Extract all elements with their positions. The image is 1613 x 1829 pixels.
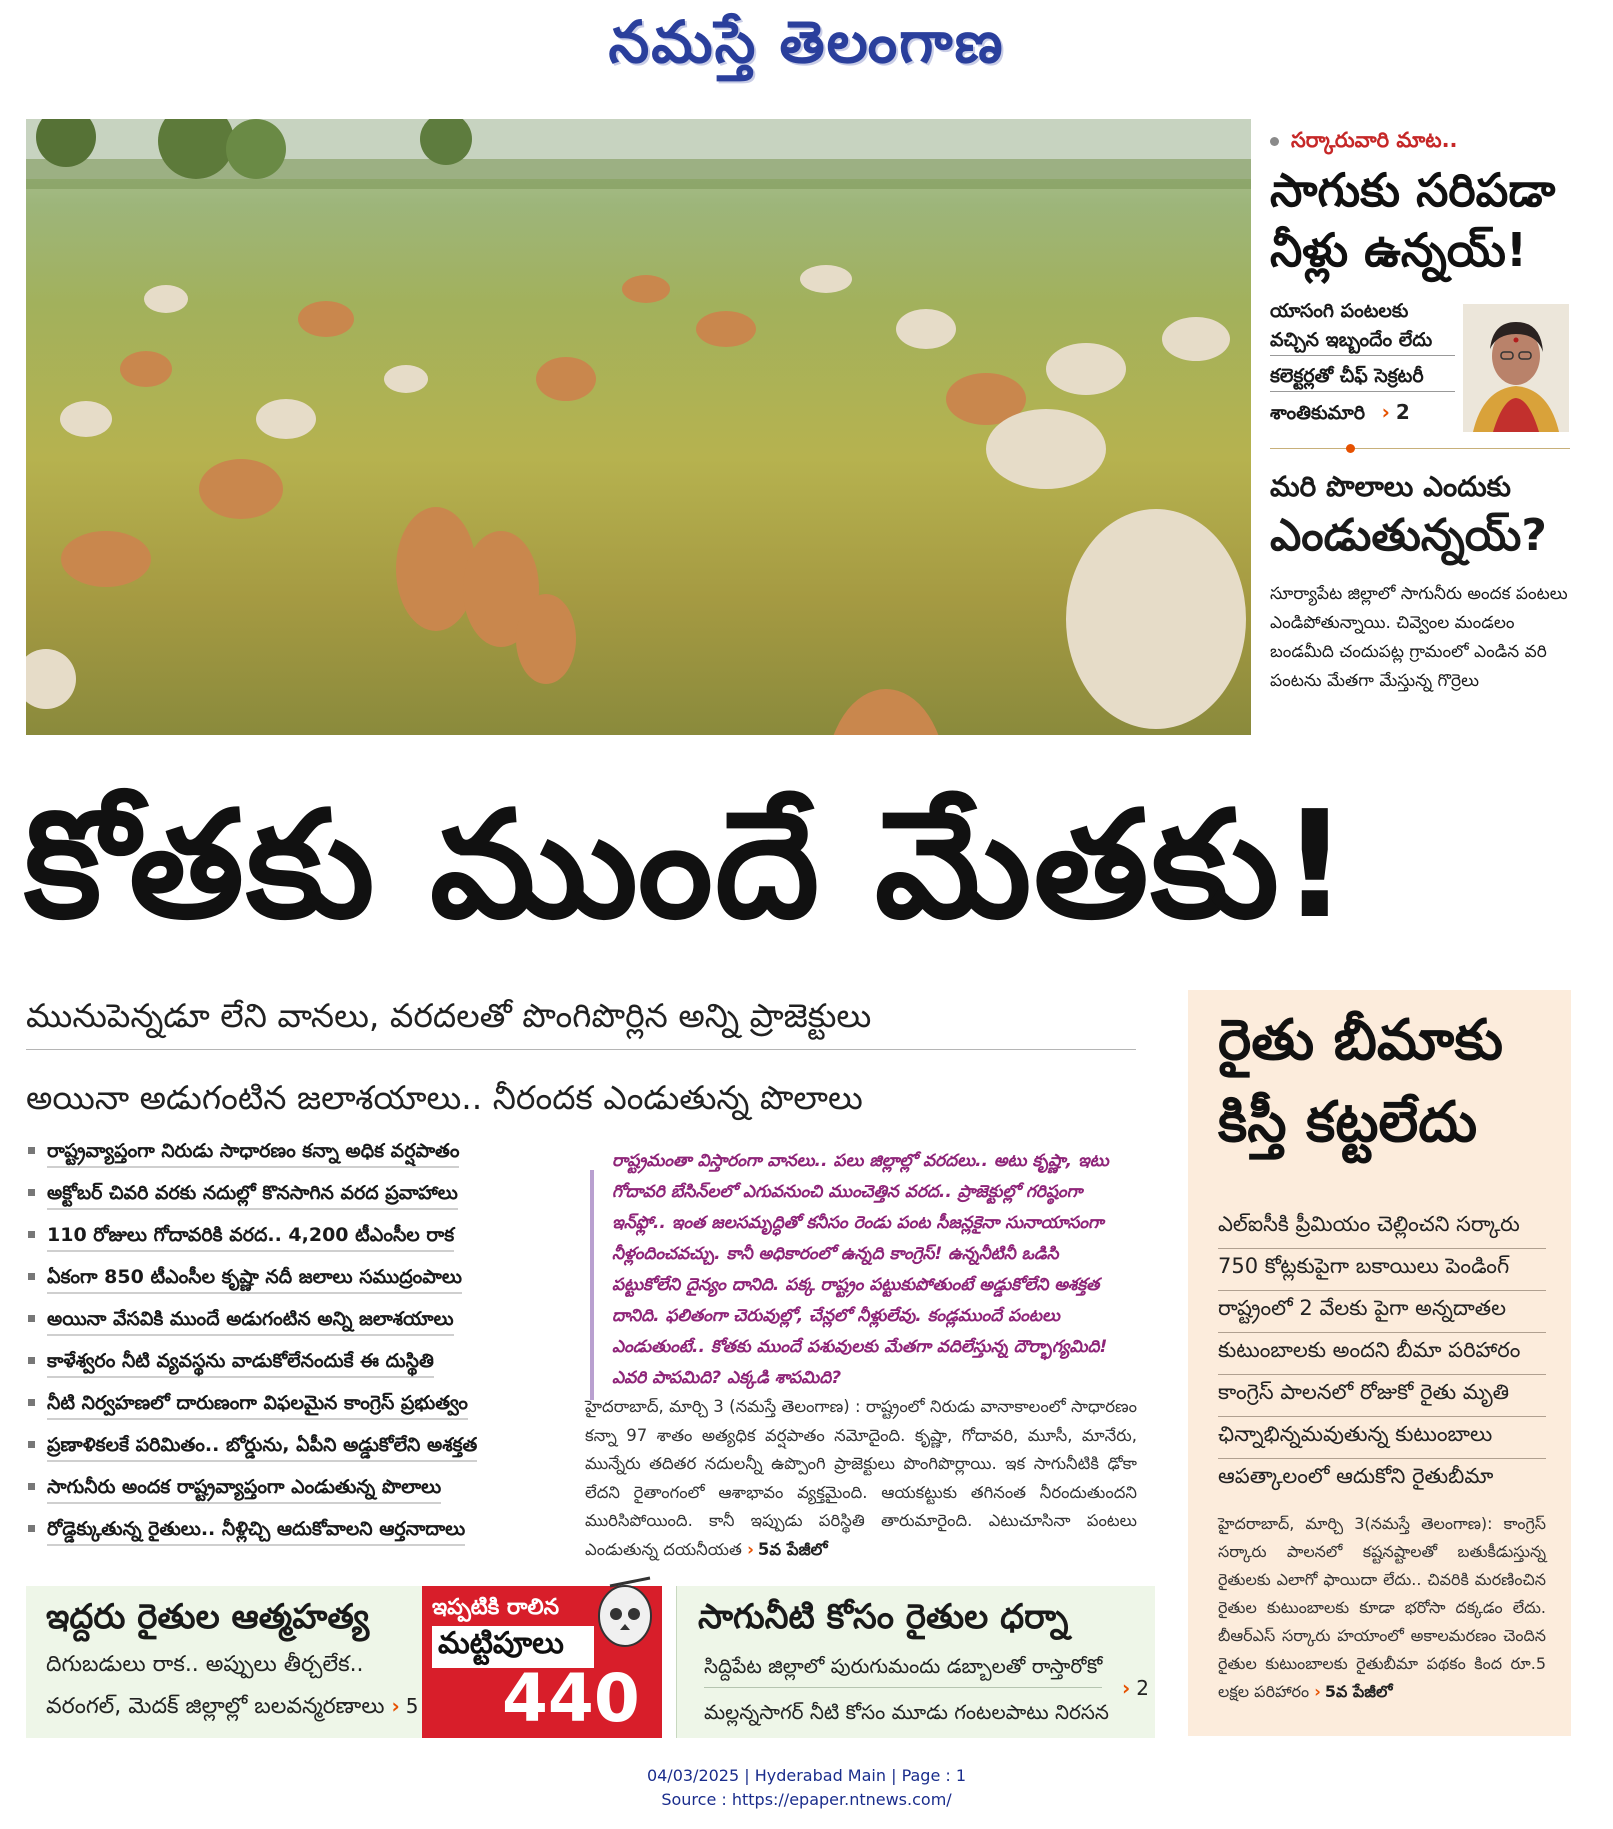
rythu-bima-headline: రైతు బీమాకు కిస్తీ కట్టలేదు — [1218, 1008, 1504, 1155]
sidebar-subheads — [1270, 297, 1455, 434]
list-item: సాగునీరు అందక రాష్ట్రవ్యాప్తంగా ఎండుతున్న పొలాలు — [26, 1476, 546, 1518]
bullet-square-icon — [28, 1273, 35, 1280]
list-item: ఏకంగా 850 టీఎంసీల కృష్ణా నదీ జలాలు సముద్రంపాలు — [26, 1266, 546, 1308]
suicide-line: దిగుబడులు రాక.. అప్పులు తీర్చలేక.. — [46, 1652, 364, 1677]
suicide-headline: ఇద్దరు రైతుల ఆత్మహత్య — [46, 1597, 370, 1637]
suicide-line: వరంగల్, మెదక్ జిల్లాల్లో బలవన్మరణాలు › 5 — [46, 1694, 419, 1719]
bullet-dot — [1270, 137, 1279, 146]
counter-label-line2: మట్టిపూలు — [432, 1626, 594, 1668]
sidebar-headline-line: సాగుకు సరిపడా — [1270, 163, 1556, 217]
bullet-square-icon — [28, 1357, 35, 1364]
page-ref[interactable]: › 2 — [1122, 1676, 1149, 1700]
sidebar-divider — [1270, 448, 1570, 449]
bullet-square-icon — [28, 1189, 35, 1196]
list-item: అక్టోబర్ చివరి వరకు నదుల్లో కొనసాగిన వరద ప్రవాహాలు — [26, 1182, 546, 1224]
bullet-list — [26, 1140, 546, 1560]
bullet-square-icon — [28, 1441, 35, 1448]
footer-edition-info: 04/03/2025 | Hyderabad Main | Page : 1 — [646, 1766, 967, 1785]
chevron-right-icon: › — [1381, 400, 1390, 424]
sidebar-headline — [1270, 160, 1570, 280]
rythu-bima-line: 750 కోట్లకుపైగా బకాయిలు పెండింగ్ — [1218, 1254, 1546, 1291]
sidebar-kicker: సర్కారువారి మాట.. — [1270, 128, 1570, 158]
rythu-bima-line: కాంగ్రెస్ పాలనలో రోజుకో రైతు మృతి — [1218, 1380, 1546, 1417]
sidebar-question-line2: ఎండుతున్నయ్? — [1270, 510, 1547, 561]
list-item: 110 రోజులు గోదావరికి వరద.. 4,200 టీఎంసీల రాక — [26, 1224, 546, 1266]
list-item: నీటి నిర్వహణలో దారుణంగా విఫలమైన కాంగ్రెస్ ప్రభుత్వం — [26, 1392, 546, 1434]
dharna-headline: సాగునీటి కోసం రైతుల ధర్నా — [698, 1597, 1069, 1637]
chevron-right-icon: › — [1122, 1676, 1131, 1700]
deck-line-2: అయినా అడుగంటిన జలాశయాలు.. నీరందక ఎండుతున్న పొలాలు — [26, 1078, 863, 1117]
sidebar-subhead: యాసంగి పంటలకు వచ్చిన ఇబ్బందేం లేదు — [1270, 297, 1455, 356]
list-item: ప్రణాళికలకే పరిమితం.. బోర్డును, ఏపీని అడ్డుకోలేని అశక్తత — [26, 1434, 546, 1476]
rythu-bima-line: రాష్ట్రంలో 2 వేలకు పైగా అన్నదాతల — [1218, 1296, 1546, 1333]
divider-dot — [1346, 444, 1355, 453]
bullet-square-icon — [28, 1483, 35, 1490]
chevron-right-icon: › — [747, 1539, 754, 1559]
rythu-bima-line: ఎల్‌ఐసీకి ప్రీమియం చెల్లించని సర్కారు — [1218, 1212, 1546, 1249]
official-portrait — [1463, 304, 1569, 432]
lead-photo — [26, 119, 1251, 735]
deck-line-1: మునుపెన్నడూ లేని వానలు, వరదలతో పొంగిపొర్లిన అన్ని ప్రాజెక్టులు — [26, 996, 1136, 1050]
sidebar-subhead: శాంతికుమారి › 2 — [1270, 400, 1410, 424]
bullet-square-icon — [28, 1525, 35, 1532]
sidebar-question-line1: మరి పొలాలు ఎందుకు — [1270, 470, 1511, 503]
sidebar-headline-line: నీళ్లు ఉన్నయ్! — [1270, 223, 1527, 277]
person-portrait-icon — [1463, 304, 1569, 432]
list-item: రోడ్డెక్కుతున్న రైతులు.. నీళ్లిచ్చి ఆదుకోవాలని ఆర్తనాదాలు — [26, 1518, 546, 1560]
bullet-square-icon — [28, 1231, 35, 1238]
rythu-bima-line: కుటుంబాలకు అందని బీమా పరిహారం — [1218, 1338, 1546, 1375]
bullet-square-icon — [28, 1399, 35, 1406]
rythu-bima-body: హైదరాబాద్, మార్చి 3(నమస్తే తెలంగాణ): కాంగ్రెస్ సర్కారు పాలనలో కష్టనష్టాలతో బతుకీడుస్తున్న రైతులకు ఎలాగో ఫాయిదా లేదు.. చివరికి మరణించిన రైతుల కుటుంబాలకు కూడా భరోసా దక్కడం లేదు. బీఆర్‌ఎస్ సర్కారు హయాంలో అకాలమరణం చెందిన రైతుల కుటుంబాలకు రైతుబీమా పథకం కింద రూ.5 లక్షల పరిహారం › 5వ పేజీలో — [1218, 1514, 1546, 1701]
intro-accent-bar — [590, 1170, 594, 1400]
continued-page-ref[interactable]: › 5వ పేజీలో — [747, 1539, 828, 1559]
footer-source-link[interactable]: Source : https://epaper.ntnews.com/ — [661, 1790, 952, 1809]
rythu-bima-line: ఆపత్కాలంలో ఆదుకోని రైతుబీమా — [1218, 1464, 1494, 1488]
skull-icon — [590, 1576, 660, 1656]
chevron-right-icon: › — [1314, 1682, 1321, 1701]
photo-caption: సూర్యాపేట జిల్లాలో సాగునీరు అందక పంటలు ఎండిపోతున్నాయి. చివ్వెంల మండలం బండమీది చందుపట్ల గ్రామంలో ఎండిన వరి పంటను మేతగా మేస్తున్న గొర్రెలు — [1270, 584, 1568, 691]
bullet-square-icon — [28, 1315, 35, 1322]
list-item: కాళేశ్వరం నీటి వ్యవస్థను వాడుకోలేనందుకే ఈ దుస్థితి — [26, 1350, 546, 1392]
story-intro: రాష్ట్రమంతా విస్తారంగా వానలు.. పలు జిల్లాల్లో వరదలు.. అటు కృష్ణా, ఇటు గోదావరి బేసిన్‌లలో ఎగువనుంచి ముంచెత్తిన వరద.. ప్రాజెక్టుల్లో గరిష్ఠంగా ఇన్‌ఫ్లో.. ఇంత జలసమృద్ధితో కనీసం రెండు పంట సీజన్లకైనా సునాయాసంగా నీళ్లందించవచ్చు. కానీ అధికారంలో ఉన్నది కాంగ్రెస్! ఉన్ననీటినీ ఒడిసి పట్టుకోలేని దైన్యం దానిది. పక్క రాష్ట్రం పట్టుకుపోతుంటే అడ్డుకోలేని అశక్తత దానిది. ఫలితంగా చెరువుల్లో, చేన్లలో నీళ్లులేవు. కండ్లముందే పంటలు ఎండుతుంటే.. కోతకు ముందే పశువులకు మేతగా వదిలేస్తున్న దౌర్భాగ్యమిది! ఎవరి పాపమిది? ఎక్కడి శాపమిది? — [612, 1151, 1109, 1388]
counter-label-line1: ఇప్పటికి రాలిన — [432, 1595, 560, 1620]
list-item: రాష్ట్రవ్యాప్తంగా నిరుడు సాధారణం కన్నా అధిక వర్షపాతం — [26, 1140, 546, 1182]
main-headline: కోతకు ముందే మేతకు! — [24, 779, 1351, 951]
page-ref[interactable]: › 2 — [1381, 400, 1410, 424]
counter-number: 440 — [502, 1660, 640, 1737]
page-ref[interactable]: › 5 — [391, 1694, 419, 1718]
chevron-right-icon: › — [391, 1694, 400, 1718]
list-item: అయినా వేసవికి ముందే అడుగంటిన అన్ని జలాశయాలు — [26, 1308, 546, 1350]
bullet-square-icon — [28, 1147, 35, 1154]
dharna-line: సిద్దిపేట జిల్లాలో పురుగుమందు డబ్బాలతో రాస్తారోకో — [704, 1654, 1102, 1688]
sheep-grazing-illustration — [26, 119, 1251, 735]
continued-page-ref[interactable]: › 5వ పేజీలో — [1314, 1682, 1393, 1701]
masthead-logo: నమస్తే తెలంగాణ — [608, 8, 1005, 76]
rythu-bima-line: ఛిన్నాభిన్నమవుతున్న కుటుంబాలు — [1218, 1422, 1546, 1459]
sidebar-subhead: కలెక్టర్లతో చీఫ్ సెక్రటరీ — [1270, 362, 1455, 392]
dharna-line: మల్లన్నసాగర్ నీటి కోసం మూడు గంటలపాటు నిరసన — [704, 1700, 1109, 1724]
story-body: హైదరాబాద్, మార్చి 3 (నమస్తే తెలంగాణ) : రాష్ట్రంలో నిరుడు వానాకాలంలో సాధారణం కన్నా 97 శాతం అత్యధిక వర్షపాతం నమోదైంది. కృష్ణా, గోదావరి, మూసీ, మానేరు, మున్నేరు తదితర నదులన్నీ ఉప్పొంగి ప్రాజెక్టులు పొంగిపొర్లాయి. ఇక సాగునీటికి ఢోకా లేదని రైతాంగంలో ఆశాభావం వ్యక్తమైంది. ఆయకట్టుకు తగినంత నీరందుతుందని మురిసిపోయింది. కానీ ఇప్పుడు పరిస్థితి తారుమారైంది. ఎటుచూసినా పంటలు ఎండుతున్న దయనీయత › 5వ పేజీలో — [585, 1397, 1137, 1559]
